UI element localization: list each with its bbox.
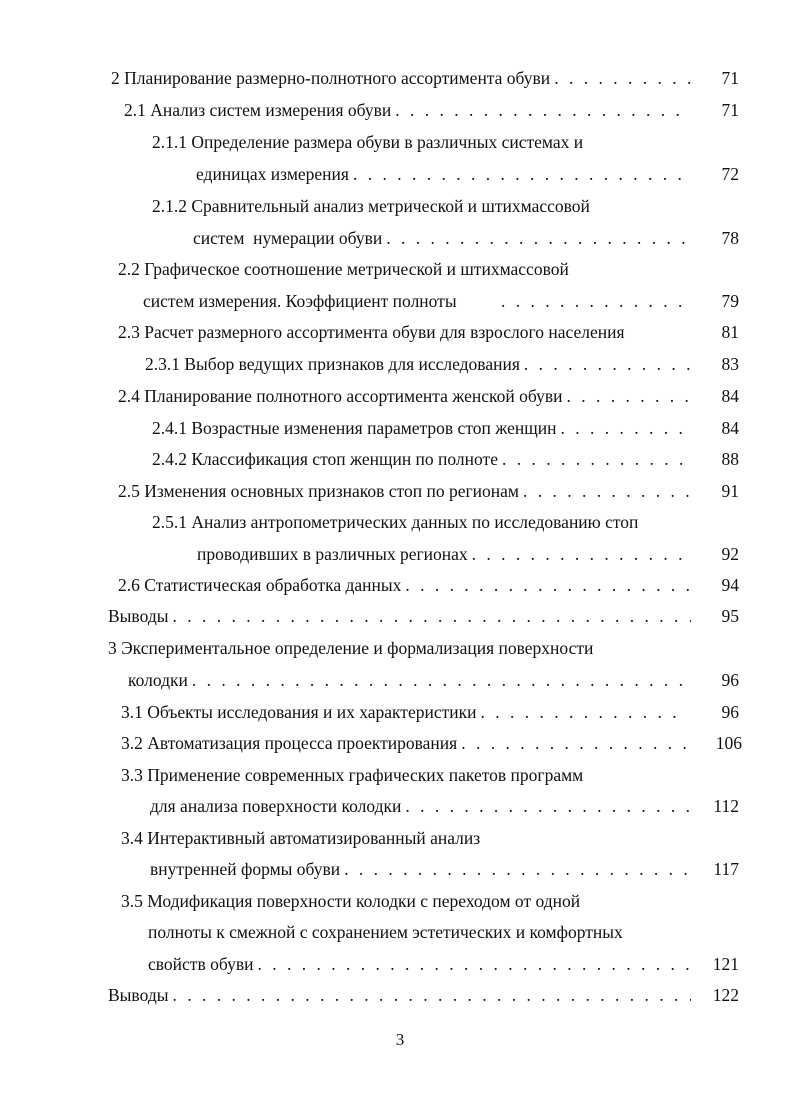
toc-page-number: 81 (721, 322, 739, 342)
toc-page-number: 106 (715, 733, 742, 753)
toc-page-number: 117 (713, 859, 739, 879)
toc-entry (143, 289, 695, 313)
dot-leader (481, 700, 688, 724)
toc-entry (118, 479, 698, 503)
dot-leader (172, 604, 691, 628)
toc-entry-text: 3.3 Применение современных графических пакетов программ (121, 765, 584, 785)
toc-entry (121, 731, 695, 755)
dot-leader (554, 66, 699, 90)
toc-entry (111, 66, 703, 90)
toc-page-number: 92 (721, 544, 739, 564)
dot-leader (405, 794, 691, 818)
toc-entry-text: 2.1 Анализ систем измерения обуви (124, 100, 392, 120)
toc-entry (148, 952, 695, 976)
dot-leader (502, 447, 691, 471)
dot-leader (524, 352, 691, 376)
toc-entry-text: систем нумерации обуви (193, 228, 383, 248)
toc-entry-text: 2.2 Графическое соотношение метрической и штихмассовой (118, 259, 569, 279)
toc-page-number: 94 (721, 575, 739, 595)
toc-entry-text: полноты к смежной с сохранением эстетических и комфортных (148, 922, 623, 942)
toc-entry-text: проводивших в различных регионах (197, 544, 468, 564)
toc-entry (152, 416, 695, 440)
toc-page-number: 71 (721, 68, 739, 88)
dot-leader (257, 952, 691, 976)
toc-entry-text: 3.1 Объекты исследования и их характеристики (121, 702, 477, 722)
toc-entry (118, 384, 698, 408)
toc-entry-text: 2.4.2 Классификация стоп женщин по полноте (152, 449, 498, 469)
toc-entry-text: 2.4.1 Возрастные изменения параметров стоп женщин (152, 418, 557, 438)
toc-page-number: 72 (721, 164, 739, 184)
toc-entry-text: для анализа поверхности колодки (150, 796, 402, 816)
toc-page-number: 121 (712, 954, 739, 974)
toc-page-number: 88 (721, 449, 739, 469)
toc-entry-text: 2.3 Расчет размерного ассортимента обуви для взрослого населения (118, 322, 625, 342)
toc-entry (150, 794, 695, 818)
toc-entry-text: 3 Экспериментальное определение и формализация поверхности (108, 638, 594, 658)
toc-entry (128, 668, 695, 692)
toc-entry-text: 2.3.1 Выбор ведущих признаков для исследования (145, 354, 520, 374)
toc-entry-text: внутренней формы обуви (150, 859, 341, 879)
toc-entry-text: единицах измерения (196, 164, 349, 184)
toc-entry (193, 226, 695, 250)
toc-entry-text: Выводы (108, 985, 169, 1005)
toc-entry-text: 3.5 Модификация поверхности колодки с переходом от одной (121, 891, 581, 911)
toc-page-number: 91 (721, 481, 739, 501)
toc-page-number: 122 (712, 985, 739, 1005)
toc-page-number: 83 (721, 354, 739, 374)
toc-entry-text: 3.2 Автоматизация процесса проектирования (121, 733, 458, 753)
dot-leader (560, 416, 691, 440)
dot-leader (461, 731, 691, 755)
dot-leader (523, 479, 694, 503)
toc-entry-text: 2.5.1 Анализ антропометрических данных по исследованию стоп (152, 512, 639, 532)
dot-leader (395, 98, 691, 122)
toc-entry-text: 2.6 Статистическая обработка данных (118, 575, 402, 595)
toc-page-number: 84 (721, 418, 739, 438)
dot-leader (192, 668, 691, 692)
toc-entry-text: 2.1.2 Сравнительный анализ метрической и штихмассовой (152, 196, 590, 216)
toc-page-number: 112 (713, 796, 739, 816)
dot-leader (344, 857, 691, 881)
dot-leader (566, 384, 694, 408)
dot-leader (386, 226, 691, 250)
page-number: 3 (395, 1030, 405, 1049)
toc-entry (145, 352, 695, 376)
toc-entry (108, 983, 695, 1007)
toc-page-number: 96 (721, 702, 739, 722)
toc-entry-text: 3.4 Интерактивный автоматизированный анализ (121, 828, 481, 848)
toc-entry (108, 604, 695, 628)
toc-page-number: 84 (721, 386, 739, 406)
toc-entry-text: 2.5 Изменения основных признаков стоп по регионам (118, 481, 519, 501)
dot-leader (501, 289, 691, 313)
toc-entry-text: 2.4 Планирование полнотного ассортимента женской обуви (118, 386, 563, 406)
dot-leader (172, 983, 691, 1007)
toc-entry (124, 98, 695, 122)
toc-entry (196, 162, 695, 186)
dot-leader (472, 542, 691, 566)
toc-entry-text: Выводы (108, 606, 169, 626)
toc-page-number: 95 (721, 606, 739, 626)
toc-page-number: 79 (721, 291, 739, 311)
toc-entry (118, 573, 695, 597)
dot-leader (353, 162, 691, 186)
dot-leader (405, 573, 691, 597)
toc-page-number: 78 (721, 228, 739, 248)
toc-entry-text: колодки (128, 670, 188, 690)
toc-page-number: 71 (721, 100, 739, 120)
toc-entry-text: свойств обуви (148, 954, 254, 974)
toc-entry-text: 2 Планирование размерно-полнотного ассортимента обуви (111, 68, 551, 88)
toc-entry (150, 857, 695, 881)
toc-entry-text: 2.1.1 Определение размера обуви в различных системах и (152, 132, 584, 152)
toc-entry-text: систем измерения. Коэффициент полноты (143, 291, 457, 311)
toc-page-number: 96 (721, 670, 739, 690)
toc-entry (152, 447, 695, 471)
toc-entry (121, 700, 691, 724)
toc-entry (197, 542, 695, 566)
